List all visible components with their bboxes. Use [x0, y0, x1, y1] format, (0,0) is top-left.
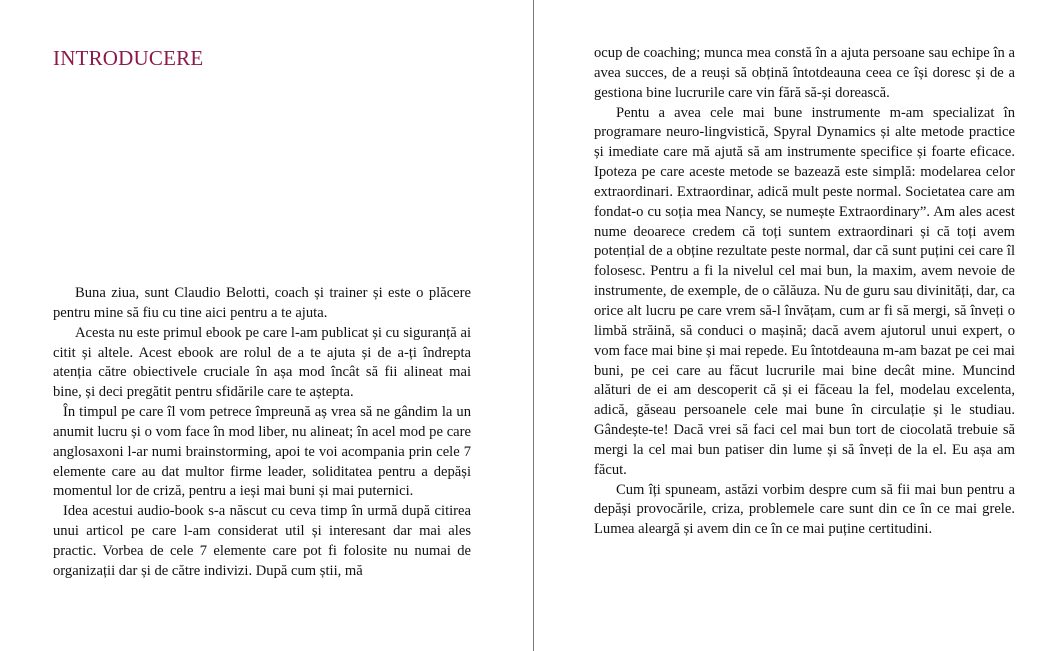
- paragraph-greeting: Buna ziua, sunt Claudio Belotti, coach și trainer și este o plăcere pentru mine să fiu cu tine aici pentru a te ajuta.: [53, 285, 471, 321]
- paragraph-ebook-purpose: Acesta nu este primul ebook pe care l-am publicat și cu siguranță ai citit și altele. Acest ebook are rolul de a te ajuta și de a-ți îndrepta atenția către obiectivele cruciale în așa mod încât să fii alineat mai bine, și deci pregătit pentru sfidările care te aștepta.: [53, 324, 471, 401]
- right-page: [594, 44, 1015, 540]
- paragraph-today: Cum îți spuneam, astăzi vorbim despre cum să fii mai bun pentru a depăși provocările, criza, problemele care sunt din ce în ce mai grele. Lumea aleargă și avem din ce în ce mai puține certitudini.: [594, 481, 1015, 538]
- paragraph-instruments: Pentu a avea cele mai bune instrumente m-am specializat în programare neuro-lingvistică, Spyral Dynamics și alte metode practice și imediate care mă ajută să am instrumente specifice și foarte eficace. Ipoteza pe care aceste metode se bazează este simplă: modelarea celor extraordinari. Extraordinar, adică mult peste normal. Societatea care am fondat-o cu soția mea Nancy, se numește Extraordinary”. Am ales acest nume deoarece credem că toți suntem extraordinari și că toți avem potențial de a obține rezultate peste normal, dar că sunt puțini cei care îl folosesc. Pentru a fi la nivelul cel mai bun, la maxim, avem nevoie de instrumente, de exemple, de o călăuza. Nu de guru sau divinități, dar, ca orice alt lucru pe care vrem să-l învățam, cum ar fi să mergi, să înveți o limbă străină, să conduci o mașină; dacă avem ajutorul unui expert, o vom face mai bine și mai repede. Eu întotdeauna m-am bazat pe cei mai buni, pe cei care au făcut lucrurile mai bine decât mine. Muncind alături de ei am descoperit că și ei făceau la fel, modelau excelenta, adică, găseau persoanele cele mai bune în circulație și le studiau. Gândește-te! Dacă vrei să faci cel mai bun tort de ciocolată trebuie să mergi la cel mai bun patiser din lume și să înveți de la el. Eu așa am făcut.: [594, 104, 1015, 478]
- paragraph-coaching-continued: ocup de coaching; munca mea constă în a ajuta persoane sau echipe în a avea succes, de a reuși să obțină întotdeauna ceea ce își doresc și de a gestiona bine lucrurile care vin fără să-și dorească.: [594, 45, 1015, 101]
- page-divider: [533, 0, 534, 651]
- paragraph-brainstorming: În timpul pe care îl vom petrece împreună aș vrea să ne gândim la un anumit lucru și o vom face în mod liber, nu alineat; în acel mod pe care anglosaxoni l-ar numi brainstorming, apoi te voi acompania prin cele 7 elemente care au dat multor firme leader, soliditatea pentru a depăși momentul lor de criză, pentru a ieși mai buni și mai puternici.: [53, 404, 471, 500]
- chapter-title: INTRODUCERE: [53, 46, 204, 70]
- left-page: [53, 44, 471, 579]
- left-page-body: [53, 284, 471, 582]
- paragraph-audiobook-idea: Idea acestui audio-book s-a născut cu ceva timp în urmă după citirea unui articol pe care l-am considerat util și interesant dar mai ales practic. Vorbea de cele 7 elemente care pot fi folosite nu numai de organizații dar și de către indivizi. După cum știi, mă: [53, 503, 471, 579]
